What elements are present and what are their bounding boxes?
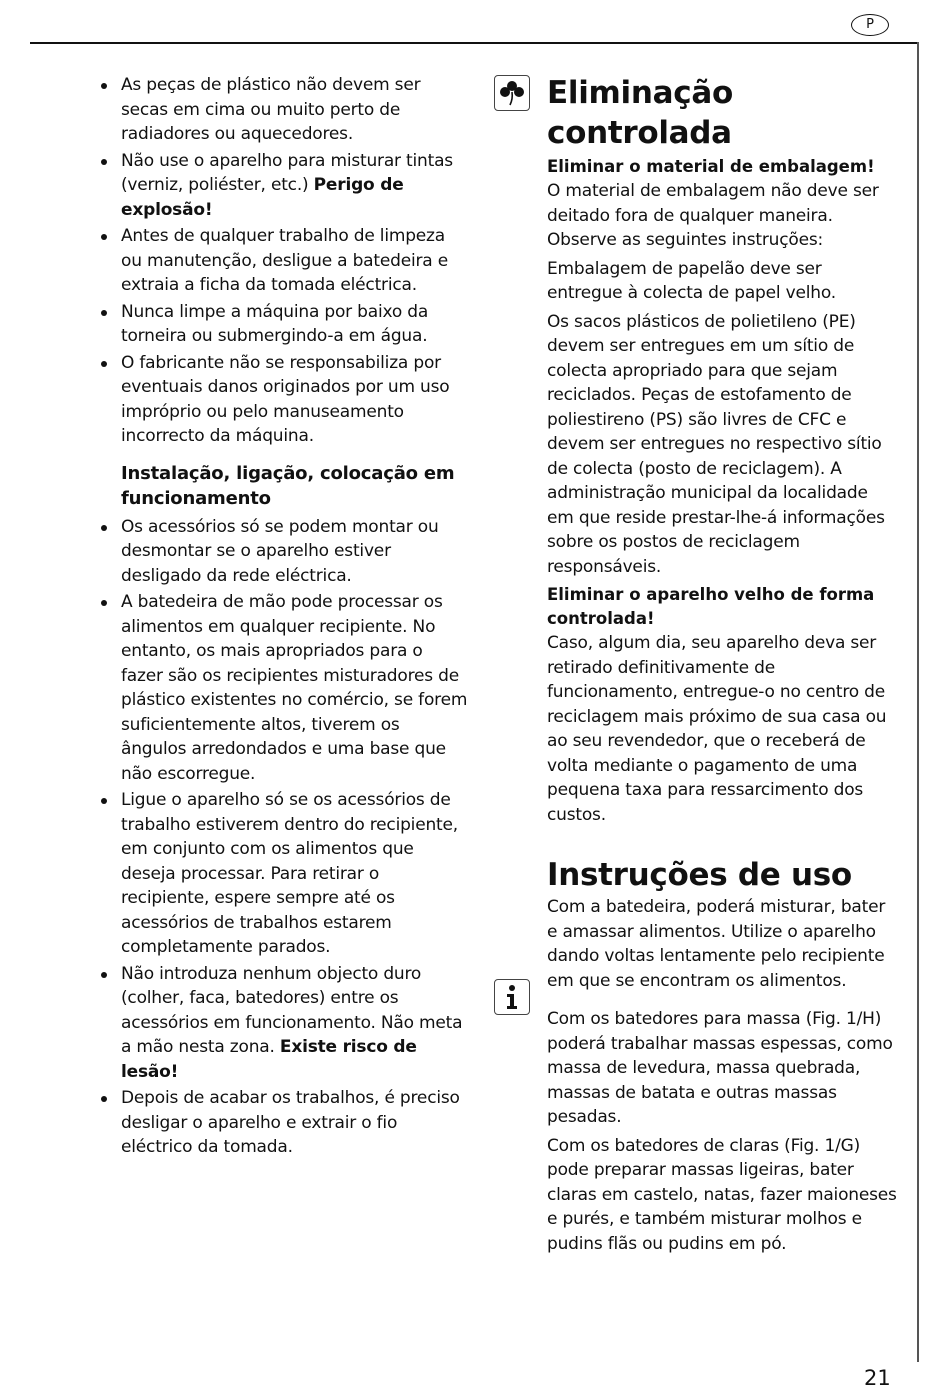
list-item: Não introduza nenhum objecto duro (colher, faca, batedores) entre os acessórios em funcionamento. Não meta a mão nesta zona. Existe risco de lesão! [98, 962, 468, 1085]
paragraph: Com os batedores para massa (Fig. 1/H) poderá trabalhar massas espessas, como massa de levedura, massa quebrada, massas de batata e outras massas pesadas. [547, 1009, 893, 1127]
language-badge: P [851, 14, 889, 36]
list-item: Antes de qualquer trabalho de limpeza ou manutenção, desligue a batedeira e extraia a ficha da tomada eléctrica. [98, 224, 468, 298]
list-item: O fabricante não se responsabiliza por eventuais danos originados por um uso impróprio ou pelo manuseamento incorrecto da máquina. [98, 351, 468, 449]
left-column [98, 73, 468, 1162]
list-item: As peças de plástico não devem ser secas em cima ou muito perto de radiadores ou aquecedores. [98, 73, 468, 147]
paragraph: Embalagem de papelão deve ser entregue à colecta de papel velho. [547, 258, 836, 303]
safety-list [98, 73, 468, 449]
warning-text: Existe risco de lesão! [121, 1037, 417, 1082]
paragraph: Os sacos plásticos de polietileno (PE) devem ser entregues em um sítio de colecta apropriado para que sejam reciclados. Peças de estofamento de poliestireno (PS) são livres de CFC e devem ser entregues no respectivo sítio de colecta (posto de reciclagem). A administração municipal da localidade em que reside prestar-lhe-á informações sobre os postos de reciclagem responsáveis. [547, 311, 885, 577]
paragraph: Caso, algum dia, seu aparelho deva ser retirado definitivamente de funcionamento, entregue-o no centro de reciclagem mais próximo de sua casa ou ao seu revendedor, que o receberá de volta mediante o pagamento de uma pequena taxa para ressarcimento dos custos. [547, 633, 887, 825]
list-item: Depois de acabar os trabalhos, é preciso desligar o aparelho e extrair o fio eléctrico da tomada. [98, 1086, 468, 1160]
list-item: Ligue o aparelho só se os acessórios de trabalho estiverem dentro do recipiente, em conjunto com os alimentos que deseja processar. Para retirar o recipiente, espere sempre até os acessórios de trabalhos estarem completamente parados. [98, 788, 468, 960]
right-column [547, 73, 897, 1260]
clover-icon [494, 75, 530, 111]
section-title-usage: Instruções de uso [547, 857, 852, 893]
subheading-old-appliance: Eliminar o aparelho velho de forma controlada! [547, 585, 875, 628]
installation-list [98, 515, 468, 1160]
subheading-packaging: Eliminar o material de embalagem! [547, 157, 875, 176]
section-title-disposal: Eliminação controlada [547, 75, 733, 151]
list-item: Nunca limpe a máquina por baixo da torneira ou submergindo-a em água. [98, 300, 468, 349]
margin-rule [917, 42, 919, 1362]
paragraph: Com a batedeira, poderá misturar, bater e amassar alimentos. Utilize o aparelho dando voltas lentamente pelo recipiente em que se encontram os alimentos. [547, 897, 886, 991]
page-number: 21 [864, 1366, 891, 1390]
warning-text: Perigo de explosão! [121, 175, 404, 220]
section-subheading: Instalação, ligação, colocação em funcionamento [121, 462, 455, 509]
list-item: Os acessórios só se podem montar ou desmontar se o aparelho estiver desligado da rede eléctrica. [98, 515, 468, 589]
paragraph: Com os batedores de claras (Fig. 1/G) pode preparar massas ligeiras, bater claras em castelo, natas, fazer maioneses e purés, e também misturar molhos e pudins flãs ou pudins em pó. [547, 1135, 897, 1254]
list-item: A batedeira de mão pode processar os alimentos em qualquer recipiente. No entanto, os mais apropriados para o fazer são os recipientes misturadores de plástico existentes no comércio, se forem suficientemente altos, tiverem os ângulos arredondados e uma base que não escorregue. [98, 590, 468, 786]
list-item: Não use o aparelho para misturar tintas (verniz, poliéster, etc.) Perigo de explosão! [98, 149, 468, 223]
paragraph: O material de embalagem não deve ser deitado fora de qualquer maneira. Observe as seguintes instruções: [547, 181, 879, 250]
header-rule [30, 42, 919, 44]
info-icon [494, 979, 530, 1015]
